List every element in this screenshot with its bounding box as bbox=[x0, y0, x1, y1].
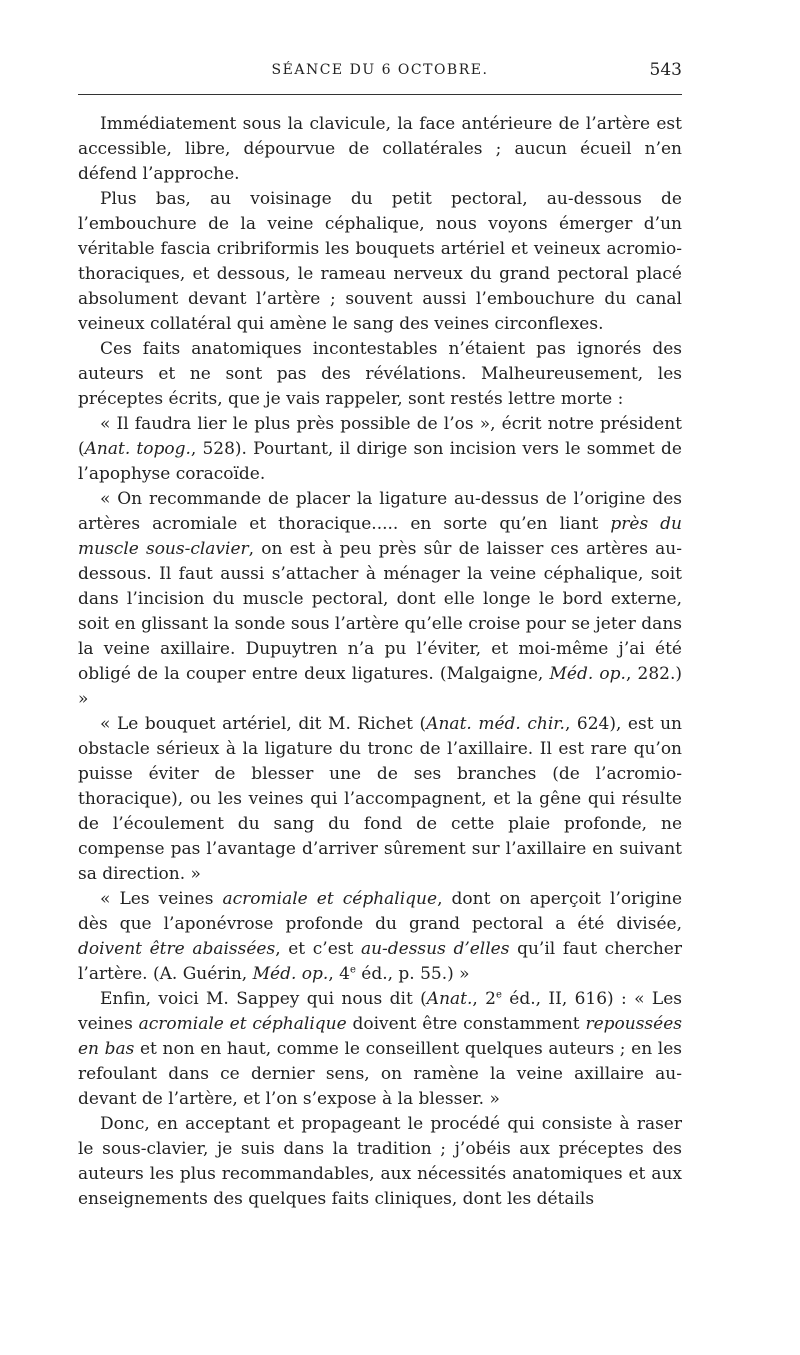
paragraph bbox=[78, 1112, 682, 1212]
page-header bbox=[78, 60, 682, 90]
italic-text: Anat. topog. bbox=[84, 439, 191, 459]
superscript-text: e bbox=[349, 964, 356, 976]
text-run: Donc, en acceptant et propageant le procédé qui consiste à raser le sous-clavier, je suis dans la tradition ; j’obéis aux préceptes des auteurs les plus recommandables, aux nécessités anatomiques et aux enseignements des quelques faits cliniques, dont les détails bbox=[78, 1114, 682, 1209]
paragraph bbox=[78, 887, 682, 987]
text-run: et non en haut, comme le conseillent quelques auteurs ; en les refoulant dans ce dernier sens, on ramène la veine axillaire au-devant de l’artère, et l’on s’expose à la blesser. » bbox=[78, 1039, 682, 1109]
running-title: SÉANCE DU 6 OCTOBRE. bbox=[271, 62, 489, 78]
text-run: , 282.) » bbox=[78, 664, 682, 709]
text-run: qu’il faut chercher l’artère. (A. Guérin, bbox=[78, 939, 682, 984]
superscript-text: e bbox=[496, 989, 502, 1001]
text-run: , 528). Pourtant, il dirige son incision vers le sommet de l’apophyse coracoïde. bbox=[78, 439, 682, 484]
italic-text: acromiale et céphalique bbox=[138, 1014, 347, 1034]
paragraph bbox=[78, 712, 682, 887]
text-run: Enfin, voici M. Sappey qui nous dit ( bbox=[100, 989, 427, 1009]
text-run: , 624), est un obstacle sérieux à la ligature du tronc de l’axillaire. Il est rare qu’on puisse éviter de blesser une de ses branches (de l’acromio-thoracique), ou les veines qui l’accompagnent, et la gêne qui résulte de l’écoulement du sang du fond de cette plaie profonde, ne compense pas l’avantage d’arriver sûrement sur l’axillaire en suivant sa direction. » bbox=[78, 714, 682, 884]
body-text bbox=[78, 112, 682, 1212]
text-run: « Il faudra lier le plus près possible de l’os », écrit notre président ( bbox=[78, 414, 682, 459]
italic-text: acromiale et céphalique bbox=[222, 889, 438, 909]
italic-text: repoussées en bas bbox=[78, 1014, 682, 1059]
text-run: , on est à peu près sûr de laisser ces artères au-dessous. Il faut aussi s’attacher à ménager la veine céphalique, soit dans l’incision du muscle pectoral, dont elle longe le bord externe, soit en glissant la sonde sous l’artère qu’elle croise pour se jeter dans la veine axillaire. Dupuytren n’a pu l’éviter, et moi-même j’ai été obligé de la couper entre deux ligatures. (Malgaigne, bbox=[78, 539, 682, 684]
text-run: , et c’est bbox=[275, 939, 361, 959]
text-run: Immédiatement sous la clavicule, la face antérieure de l’artère est accessible, libre, dépourvue de collatérales ; aucun écueil n’en défend l’approche. bbox=[78, 114, 682, 184]
text-run: « Les veines bbox=[100, 889, 223, 909]
text-run: doivent être constamment bbox=[346, 1014, 586, 1034]
text-run: « Le bouquet artériel, dit M. Richet ( bbox=[100, 714, 427, 734]
paragraph bbox=[78, 487, 682, 712]
text-run: , 2 bbox=[472, 989, 496, 1009]
paragraph bbox=[78, 187, 682, 337]
italic-text: Anat. méd. chir. bbox=[426, 714, 565, 734]
text-run: Ces faits anatomiques incontestables n’étaient pas ignorés des auteurs et ne sont pas des révélations. Malheureusement, les préceptes écrits, que je vais rappeler, sont restés lettre morte : bbox=[78, 339, 682, 409]
italic-text: Méd. op. bbox=[252, 964, 329, 984]
italic-text: Anat. bbox=[426, 989, 473, 1009]
page-number: 543 bbox=[649, 60, 682, 80]
text-run: , dont on aperçoit l’origine dès que l’aponévrose profonde du grand pectoral a été divisée, bbox=[78, 889, 682, 934]
italic-text: au-dessus d’elles bbox=[360, 939, 510, 959]
paragraph bbox=[78, 112, 682, 187]
text-run: « On recommande de placer la ligature au-dessus de l’origine des artères acromiale et thoracique..... en sorte qu’en liant bbox=[78, 489, 682, 534]
text-run: éd., II, 616) : « Les veines bbox=[78, 989, 682, 1034]
italic-text: Méd. op. bbox=[549, 664, 626, 684]
text-run: éd., p. 55.) » bbox=[355, 964, 470, 984]
paragraph bbox=[78, 412, 682, 487]
text-run: , 4 bbox=[328, 964, 350, 984]
italic-text: doivent être abaissées bbox=[78, 939, 276, 959]
text-run: Plus bas, au voisinage du petit pectoral, au-dessous de l’embouchure de la veine céphalique, nous voyons émerger d’un véritable fascia cribriformis les bouquets artériel et veineux acromio-thoraciques, et dessous, le rameau nerveux du grand pectoral placé absolument devant l’artère ; souvent aussi l’embouchure du canal veineux collatéral qui amène le sang des veines circonflexes. bbox=[78, 189, 682, 334]
italic-text: près du muscle sous-clavier bbox=[78, 514, 683, 559]
header-rule bbox=[78, 94, 682, 95]
paragraph bbox=[78, 337, 682, 412]
paragraph bbox=[78, 987, 682, 1112]
